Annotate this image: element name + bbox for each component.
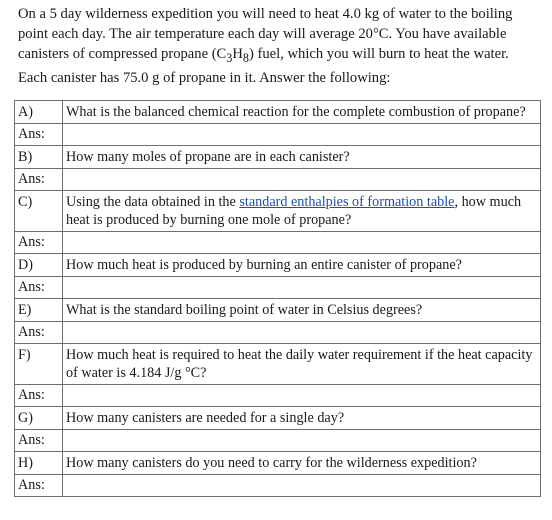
question-row-e <box>15 299 541 322</box>
question-text: How many canisters are needed for a single day? <box>63 407 541 430</box>
problem-intro <box>18 4 540 88</box>
question-letter: E) <box>15 299 63 322</box>
intro-text-1: On a 5 day wilderness expedition you will need to heat 4.0 kg of water to the boiling point each day. The air temperature each day will average 20°C. You have available canisters of compressed propane (C <box>18 6 513 62</box>
question-letter: D) <box>15 254 63 277</box>
question-letter: G) <box>15 407 63 430</box>
question-letter: H) <box>15 452 63 475</box>
answer-row-h <box>15 475 541 497</box>
answer-label: Ans: <box>15 430 63 452</box>
answer-cell[interactable] <box>63 430 541 452</box>
answer-cell[interactable] <box>63 124 541 146</box>
answer-row-b <box>15 169 541 191</box>
question-text: How many moles of propane are in each canister? <box>63 146 541 169</box>
answer-cell[interactable] <box>63 475 541 497</box>
answer-row-g <box>15 430 541 452</box>
question-row-a <box>15 101 541 124</box>
answer-label: Ans: <box>15 232 63 254</box>
intro-text-3: ) fuel, which you will burn to heat the water. Each canister has 75.0 g of propane in it. Answer the following: <box>18 46 509 86</box>
question-row-b <box>15 146 541 169</box>
answer-row-a <box>15 124 541 146</box>
answer-cell[interactable] <box>63 232 541 254</box>
answer-label: Ans: <box>15 277 63 299</box>
question-letter: A) <box>15 101 63 124</box>
answer-label: Ans: <box>15 385 63 407</box>
question-letter: F) <box>15 344 63 385</box>
question-text-after-link: , how much heat is produced by burning one mole of propane? <box>66 194 522 228</box>
question-text: How many canisters do you need to carry for the wilderness expedition? <box>63 452 541 475</box>
answer-label: Ans: <box>15 169 63 191</box>
answer-cell[interactable] <box>63 277 541 299</box>
answer-label: Ans: <box>15 475 63 497</box>
intro-subscript-3: 3 <box>226 50 233 65</box>
question-text: How much heat is produced by burning an entire canister of propane? <box>63 254 541 277</box>
answer-row-e <box>15 322 541 344</box>
question-letter: C) <box>15 191 63 232</box>
answer-cell[interactable] <box>63 322 541 344</box>
answer-row-d <box>15 277 541 299</box>
answer-cell[interactable] <box>63 385 541 407</box>
question-text-before-link: Using the data obtained in the <box>66 194 240 210</box>
question-row-d <box>15 254 541 277</box>
question-letter: B) <box>15 146 63 169</box>
intro-text-2: H <box>232 46 243 62</box>
enthalpies-table-link[interactable]: standard enthalpies of formation table <box>239 194 455 210</box>
question-text: How much heat is required to heat the daily water requirement if the heat capacity of water is 4.184 J/g °C? <box>63 344 541 385</box>
question-text: What is the balanced chemical reaction for the complete combustion of propane? <box>63 101 541 124</box>
question-row-f <box>15 344 541 385</box>
answer-cell[interactable] <box>63 169 541 191</box>
question-table <box>14 100 541 497</box>
question-text <box>63 191 541 232</box>
answer-row-f <box>15 385 541 407</box>
question-text: What is the standard boiling point of water in Celsius degrees? <box>63 299 541 322</box>
answer-label: Ans: <box>15 124 63 146</box>
intro-subscript-8: 8 <box>242 50 249 65</box>
question-row-c <box>15 191 541 232</box>
question-row-g <box>15 407 541 430</box>
question-row-h <box>15 452 541 475</box>
answer-row-c <box>15 232 541 254</box>
answer-label: Ans: <box>15 322 63 344</box>
